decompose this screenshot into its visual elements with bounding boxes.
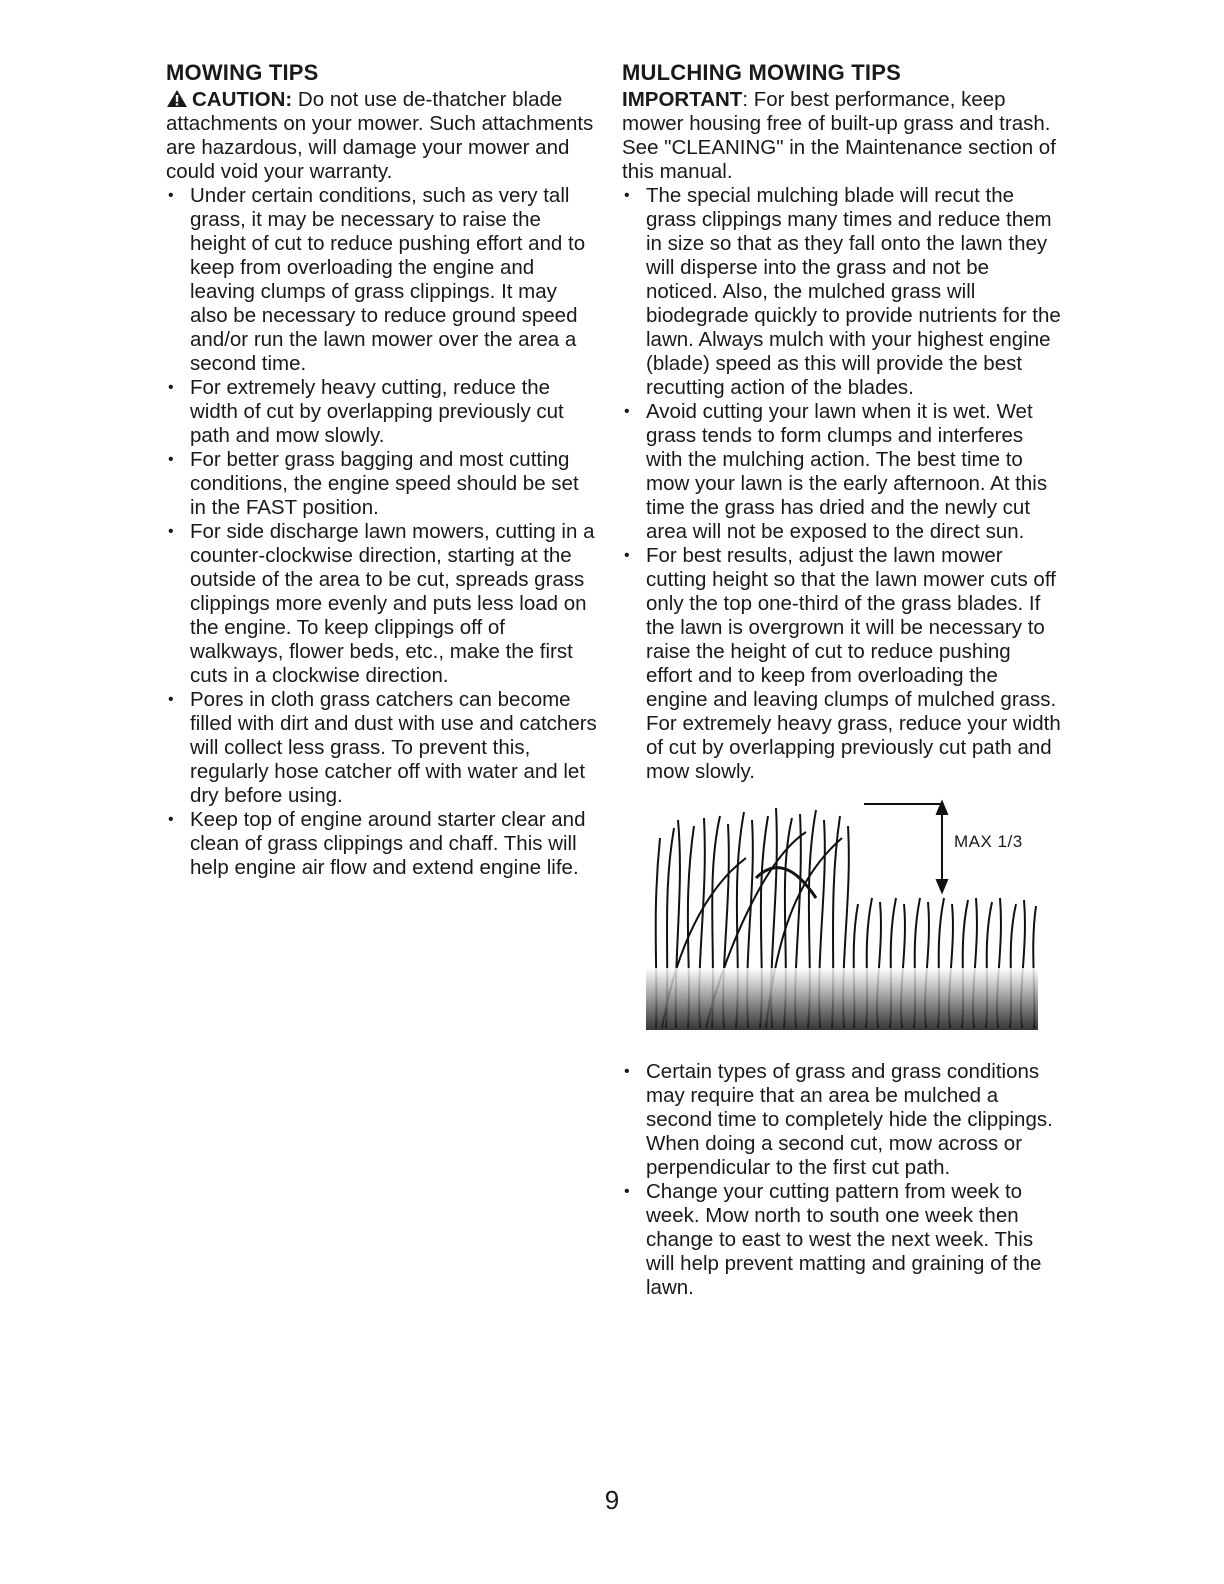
list-item: • Pores in cloth grass catchers can become filled with dirt and dust with use and catchers will collect less grass. To prevent this, regularly hose catcher off with water and let dry before using. — [166, 688, 598, 808]
mulching-tips-list-continued — [622, 1060, 1062, 1300]
mulching-tips-column — [622, 58, 1062, 1300]
list-item: • For best results, adjust the lawn mower cutting height so that the lawn mower cuts off only the top one-third of the grass blades. If the lawn is overgrown it will be necessary to raise the height of cut to reduce pushing effort and to keep from overloading the engine and leaving clumps of mulched grass. For extremely heavy grass, reduce your width of cut by overlapping previously cut path and mow slowly. — [622, 544, 1062, 784]
mowing-tips-column — [166, 58, 598, 880]
caution-text: Do not use de-thatcher blade attachments on your mower. Such attachments are hazardous, will damage your mower and could void your warranty. — [166, 88, 594, 183]
list-item: • Certain types of grass and grass conditions may require that an area be mulched a second time to completely hide the clippings. When doing a second cut, mow across or perpendicular to the first cut path. — [622, 1060, 1062, 1180]
warning-icon — [166, 89, 188, 108]
list-item: • For extremely heavy cutting, reduce the width of cut by overlapping previously cut path and mow slowly. — [166, 376, 598, 448]
list-item: • Avoid cutting your lawn when it is wet. Wet grass tends to form clumps and interferes with the mulching action. The best time to mow your lawn is the early afternoon. At this time the grass has dried and the newly cut area will not be exposed to the direct sun. — [622, 400, 1062, 544]
important-label: IMPORTANT — [622, 88, 743, 111]
list-item: • Under certain conditions, such as very tall grass, it may be necessary to raise the height of cut to reduce pushing effort and to keep from overloading the engine and leaving clumps of grass clippings. It may also be necessary to reduce ground speed and/or run the lawn mower over the area a second time. — [166, 184, 598, 376]
max-cut-label: MAX 1/3 — [954, 832, 1023, 851]
page-number: 9 — [604, 1485, 620, 1515]
list-item: • For better grass bagging and most cutting conditions, the engine speed should be set in the FAST position. — [166, 448, 598, 520]
list-item: • The special mulching blade will recut the grass clippings many times and reduce them in size so that as they fall onto the lawn they will disperse into the grass and not be noticed. Also, the mulched grass will biodegrade quickly to provide nutrients for the lawn. Always mulch with your highest engine (blade) speed as this will provide the best recutting action of the blades. — [622, 184, 1062, 400]
list-item: • For side discharge lawn mowers, cutting in a counter-clockwise direction, starting at the outside of the area to be cut, spreads grass clippings more evenly and puts less load on the engine. To keep clippings off of walkways, flower beds, etc., make the first cuts in a clockwise direction. — [166, 520, 598, 688]
important-paragraph — [622, 88, 1062, 184]
list-item: • Change your cutting pattern from week to week. Mow north to south one week then change to east to west the next week. This will help prevent matting and graining of the lawn. — [622, 1180, 1062, 1300]
caution-paragraph — [166, 88, 598, 184]
important-text: : For best performance, keep mower housing free of built-up grass and trash. See "CLEANING" in the Maintenance section of this manual. — [622, 88, 1056, 183]
list-item: • Keep top of engine around starter clear and clean of grass clippings and chaff. This will help engine air flow and extend engine life. — [166, 808, 598, 880]
mulching-tips-heading: MULCHING MOWING TIPS — [622, 60, 901, 85]
mowing-tips-list — [166, 184, 598, 880]
caution-label: CAUTION: — [192, 88, 293, 111]
grass-cut-height-illustration — [646, 798, 1038, 1030]
mowing-tips-heading: MOWING TIPS — [166, 60, 319, 85]
mulching-tips-list — [622, 184, 1062, 784]
